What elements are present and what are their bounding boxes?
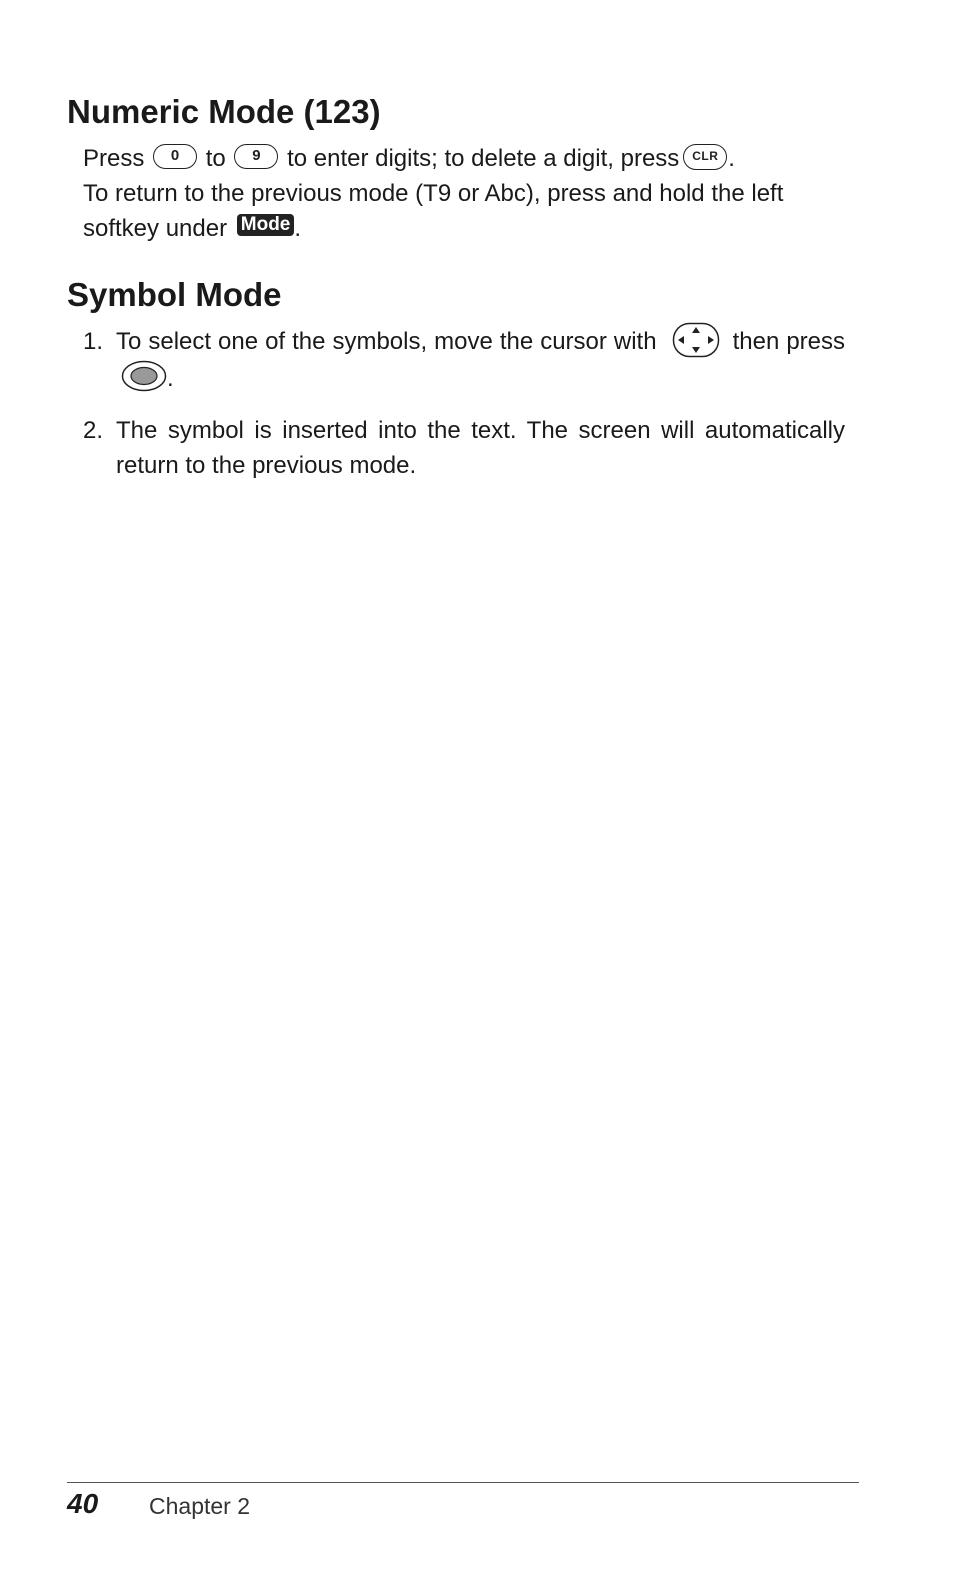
clear-key-icon: CLR bbox=[683, 144, 727, 170]
step-number: 1. bbox=[83, 328, 104, 355]
numeric-mode-heading: Numeric Mode (123) bbox=[67, 93, 381, 130]
step-text: The symbol is inserted into the text. The screen will automatically return to the previous mode. bbox=[116, 416, 845, 479]
symbol-mode-heading: Symbol Mode bbox=[67, 276, 282, 313]
step-number: 2. bbox=[83, 416, 104, 444]
enter-digits-text: to enter digits; to delete a digit, press bbox=[287, 145, 680, 172]
step-text: To select one of the symbols, move the cursor with bbox=[116, 328, 657, 355]
zero-key-icon: 0 bbox=[153, 144, 197, 169]
return-instruction-text: To return to the previous mode (T9 or Abc), press and hold the left softkey under bbox=[83, 180, 784, 242]
numeric-mode-body bbox=[83, 141, 845, 246]
step-text: then press bbox=[732, 328, 846, 355]
period-text: . bbox=[728, 145, 735, 172]
symbol-mode-steps bbox=[83, 324, 845, 500]
nine-key-icon: 9 bbox=[234, 144, 278, 169]
navigation-arrows-icon bbox=[672, 322, 720, 358]
page-number: 40 bbox=[67, 1488, 99, 1519]
period-text: . bbox=[294, 215, 302, 242]
list-item bbox=[83, 413, 845, 483]
press-text: Press bbox=[83, 145, 145, 172]
chapter-label: Chapter 2 bbox=[149, 1493, 251, 1519]
list-item bbox=[83, 324, 845, 396]
step-text: . bbox=[167, 364, 174, 392]
center-select-key-icon bbox=[121, 360, 167, 392]
mode-softkey-label: Mode bbox=[237, 214, 295, 236]
to-text: to bbox=[205, 145, 226, 172]
footer-divider bbox=[67, 1482, 859, 1483]
